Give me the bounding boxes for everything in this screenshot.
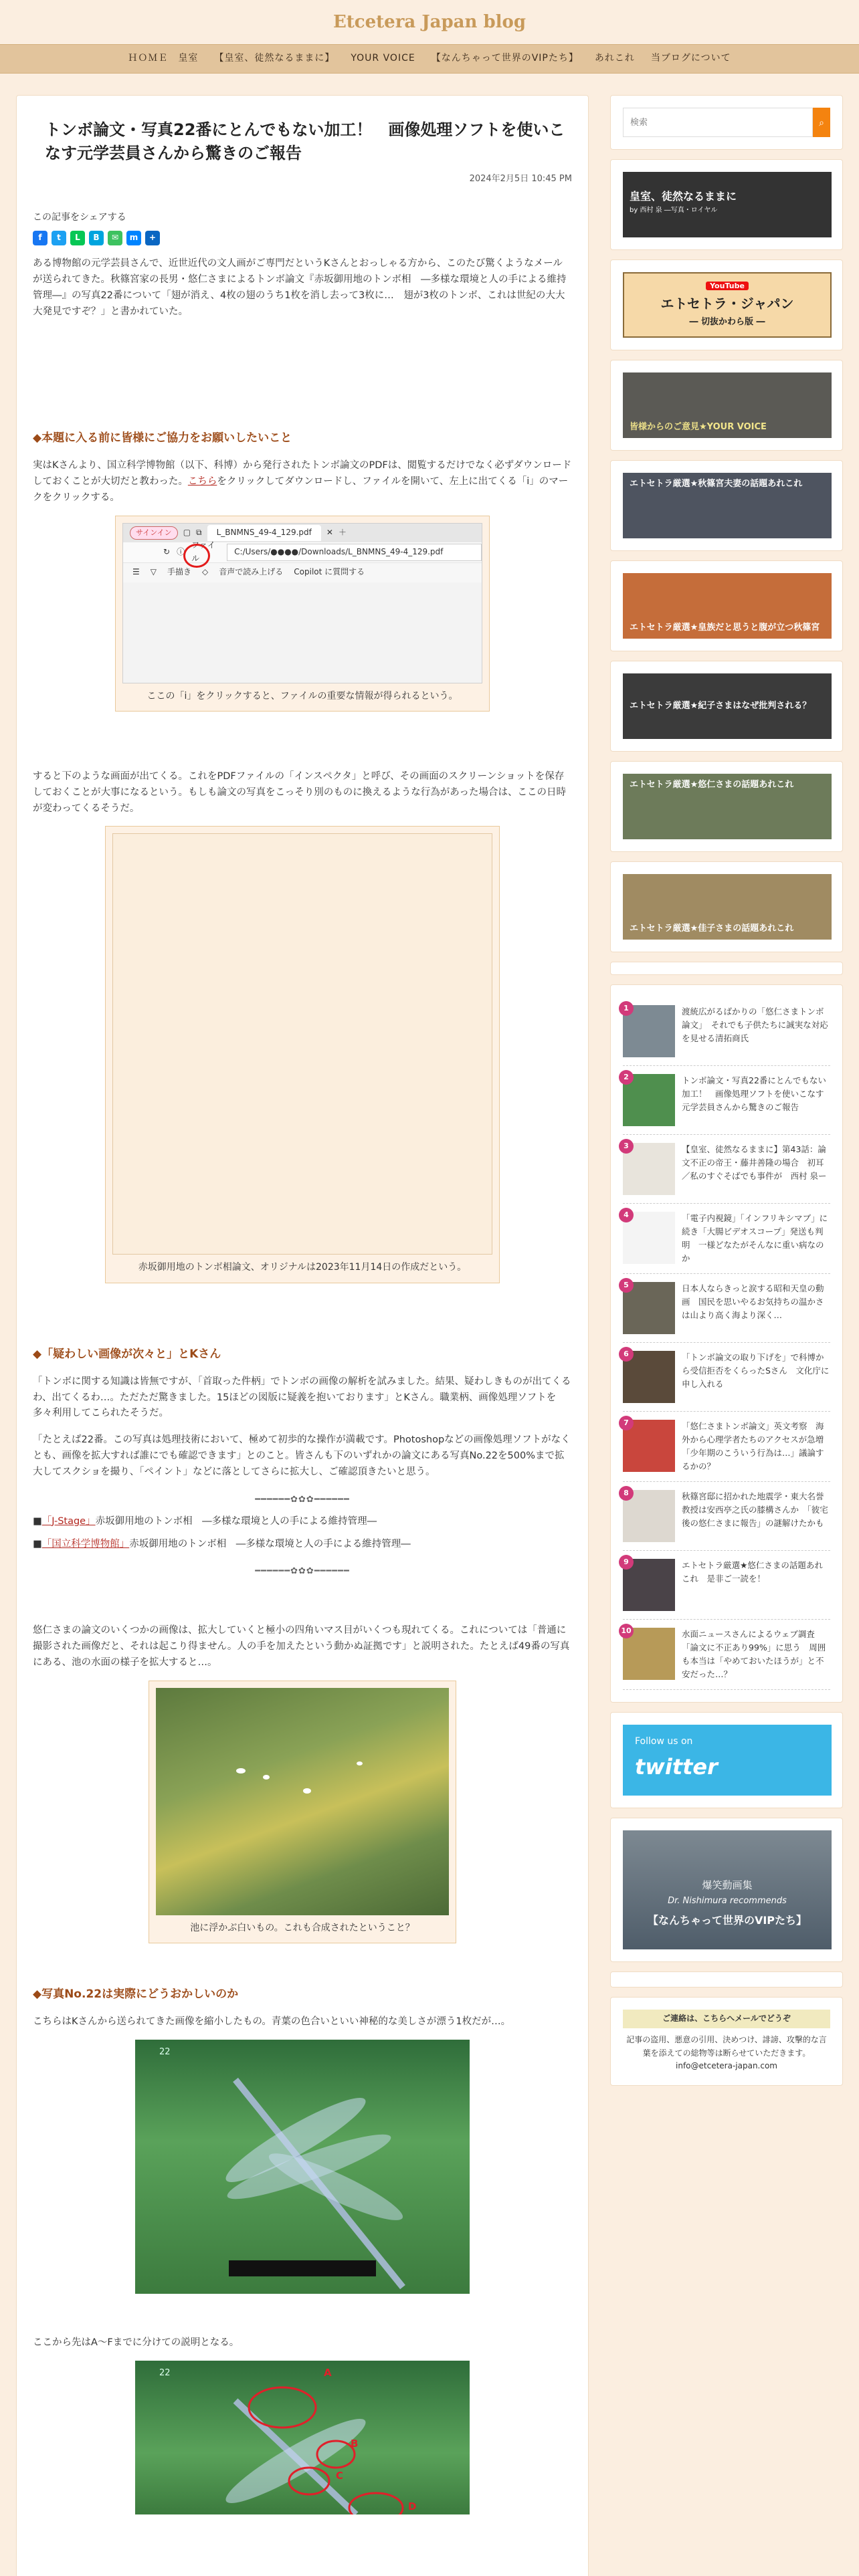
figure-inspector bbox=[105, 826, 500, 1283]
paragraph-7: ここから先はA～Fまでに分けての説明となる。 bbox=[33, 2337, 240, 2348]
pdf-toolbar-screenshot bbox=[122, 523, 482, 683]
figure-2-caption: 赤坂御用地のトンボ相論文、オリジナルは2023年11月14日の作成だという。 bbox=[138, 1262, 467, 1273]
info-i-icon: ⓘ bbox=[177, 546, 185, 556]
mark-b: B bbox=[351, 2437, 359, 2450]
close-icon: ✕ bbox=[326, 527, 333, 537]
read-aloud-tool: 音声で読み上げる bbox=[219, 567, 284, 577]
contact-email[interactable]: info@etcetera-japan.com bbox=[676, 2061, 777, 2071]
ranking-item[interactable]: 4 「電子内視鏡」「インフリキシマブ」に続き「大腸ビデオスコープ」発送も判明 一様どなたがそんなに重い病なのか bbox=[623, 1204, 830, 1274]
paper-link-jstage: ■「J-Stage」赤坂御用地のトンボ相 ―多様な環境と人の手による維持管理― bbox=[33, 1515, 377, 1527]
photo-number-annotated: 22 bbox=[159, 2367, 171, 2378]
eraser-icon: ◇ bbox=[202, 567, 209, 577]
banner-akishino[interactable]: エトセトラ厳選★秋篠宮夫妻の話題あれこれ bbox=[623, 473, 832, 538]
banner-youtube[interactable]: YouTube エトセトラ・ジャパン ― 切抜かわら版 ― bbox=[623, 272, 832, 338]
banner-widget-5 bbox=[610, 560, 843, 651]
ranking-item[interactable]: 2 トンボ論文・写真22番にとんでもない加工！ 画像処理ソフトを使いこなす元学芸員さんから驚きのご報告 bbox=[623, 1066, 830, 1135]
search-button[interactable] bbox=[813, 108, 830, 137]
share-icons bbox=[33, 231, 572, 245]
facebook-icon[interactable]: f bbox=[33, 231, 47, 245]
section-heading-3: ◆写真No.22は実際にどうおかしいのか bbox=[33, 1987, 239, 2001]
signin-pill: サインイン bbox=[130, 526, 178, 540]
twitter-banner[interactable]: Follow us on twitter bbox=[623, 1725, 832, 1796]
inspector-screenshot bbox=[112, 833, 492, 1255]
reload-icon: ↻ bbox=[163, 546, 171, 556]
banner-kako[interactable]: エトセトラ厳選★佳子さまの話題あれこれ bbox=[623, 874, 832, 940]
banner-hisahito[interactable]: エトセトラ厳選★悠仁さまの話題あれこれ bbox=[623, 774, 832, 839]
search-widget bbox=[610, 95, 843, 150]
banner-your-voice[interactable]: 皆様からのご意見★YOUR VOICE bbox=[623, 372, 832, 438]
dragonfly-photo-22 bbox=[135, 2040, 470, 2294]
ranking-item[interactable]: 9 エトセトラ厳選★悠仁さまの話題あれこれ 是非ご一読を！ bbox=[623, 1551, 830, 1620]
mark-a: A bbox=[324, 2366, 332, 2379]
paragraph-3: 「トンボに関する知識は皆無ですが、「首取った件柄」でトンボの画像の解析を試みました。結果、疑わしきものが出てくるわ、出てくるわ…。ただただ驚きました。15ほどの図版に疑義を抱いております」とKさん。職業柄、画像処理ソフトを多々利用してこられたそうだ。 bbox=[33, 1376, 571, 1419]
ad-space bbox=[33, 320, 572, 407]
figure-pond bbox=[149, 1681, 456, 1943]
ranking-item[interactable]: 5 日本人ならきっと涙する昭和天皇の動画 国民を思いやるお気持ちの温かさは山より高く海より深く… bbox=[623, 1274, 830, 1343]
youtube-icon: YouTube bbox=[706, 282, 749, 290]
filter-icon: ▽ bbox=[150, 567, 157, 577]
article bbox=[16, 95, 589, 2576]
banner-widget-6 bbox=[610, 661, 843, 752]
figure-3-caption: 池に浮かぶ白いもの。これも合成されたということ？ bbox=[190, 1922, 415, 1933]
nav-world-vip[interactable]: 【なんちゃって世界のVIPたち】 bbox=[431, 53, 579, 64]
banner-widget-1 bbox=[610, 159, 843, 250]
separator-top: ━━━━━━✿✿✿━━━━━━ bbox=[255, 1495, 350, 1505]
pond-photo bbox=[156, 1688, 449, 1915]
global-nav bbox=[0, 44, 859, 74]
photo-caption-strip bbox=[229, 2260, 376, 2276]
copy-icon: ⧉ bbox=[196, 527, 202, 537]
contact-text: 記事の盗用、悪意の引用、決めつけ、誹謗、攻撃的な言葉を添えての総物等は断らせていただきます。 bbox=[626, 2034, 827, 2058]
highlight-circle bbox=[183, 544, 210, 568]
photo-number: 22 bbox=[159, 2046, 171, 2057]
paragraph-2: すると下のような画面が出てくる。これをPDFファイルの「インスペクタ」と呼び、その画面のスクリーンショットを保存しておくことが大事になるという。もしも論文の写真をこっそり別のものに換えるような行為があった場合は、ここの日時が変わってくるそうだ。 bbox=[33, 770, 567, 814]
paper-link-kahaku: ■「国立科学博物館」赤坂御用地のトンボ相 ―多様な環境と人の手による維持管理― bbox=[33, 1538, 411, 1549]
post-date: 2024年2月5日 10:45 PM bbox=[469, 173, 572, 184]
vip-banner[interactable]: 爆笑動画集 Dr. Nishimura recommends 【なんちゃって世界のVIPたち】 bbox=[623, 1830, 832, 1949]
banner-kiko[interactable]: エトセトラ厳選★紀子さまはなぜ批判される？ bbox=[623, 673, 832, 739]
section-heading-1: ◆本題に入る前に皆様にご協力をお願いしたいこと bbox=[33, 431, 292, 445]
draw-tool: 手描き bbox=[167, 567, 192, 577]
twitter-icon[interactable]: t bbox=[52, 231, 66, 245]
copilot-tool: Copilot に質問する bbox=[294, 567, 365, 577]
pocket-icon[interactable]: ✉ bbox=[108, 231, 122, 245]
ranking-item[interactable]: 3 【皇室、徒然なるままに】第43話：論文不正の帝王・藤井善隆の場合 初耳／私のすぐそばでも事件が 西村 泉ー bbox=[623, 1135, 830, 1204]
hatena-icon[interactable]: B bbox=[89, 231, 104, 245]
nav-about[interactable]: 当ブログについて bbox=[650, 53, 731, 64]
window-icon: ▢ bbox=[183, 527, 191, 537]
contact-title: ご連絡は、こちらへメールでどうぞ bbox=[623, 2010, 830, 2028]
intro-paragraph: ある博物館の元学芸員さんで、近世近代の文人画がご専門だというKさんとおっしゃる方から、このたび驚くようなメールが送られてきた。秋篠宮家の長男・悠仁さまによるトンボ論文『赤坂御用地のトンボ相 ―多様な環境と人の手による維持管理―』の写真22番について「翅が消え、4枚の翅のうち1枚を消し去って3枚に… 翅が3枚のトンボ、これは世紀の大大大発見ですぞ？」と書かれていた。 bbox=[33, 258, 567, 317]
file-label: ファイル bbox=[191, 540, 215, 563]
share-label: この記事をシェアする bbox=[33, 212, 126, 223]
annotated-drawing bbox=[135, 2361, 470, 2514]
banner-widget-4 bbox=[610, 460, 843, 551]
paragraph-4: 「たとえば22番。この写真は処理技術において、極めて初歩的な操作が満載です。Photoshopなどの画像処理ソフトがなくとも、画像を拡大すれば誰にでも確認できます」とのこと。皆さんも下のいずれかの論文にある写真No.22を500%まで拡大してスクショを撮り、「ペイント」などに落としてさらに拡大し、ご確認頂きたいと思う。 bbox=[33, 1434, 571, 1478]
twitter-widget bbox=[610, 1712, 843, 1808]
nav-misc[interactable]: あれこれ bbox=[594, 53, 635, 64]
banner-widget-3 bbox=[610, 360, 843, 451]
ranking-widget bbox=[610, 984, 843, 1703]
list-icon: ☰ bbox=[132, 567, 140, 577]
twitter-icon: twitter bbox=[635, 1754, 718, 1780]
vip-widget bbox=[610, 1818, 843, 1962]
banner-widget-8 bbox=[610, 861, 843, 952]
search-input[interactable] bbox=[623, 108, 813, 137]
banner-anger[interactable]: エトセトラ厳選★皇族だと思うと腹が立つ秋篠宮 bbox=[623, 573, 832, 639]
empty-widget bbox=[610, 962, 843, 975]
banner-widget-7 bbox=[610, 761, 843, 852]
kahaku-link[interactable]: 「国立科学博物館」 bbox=[41, 1538, 130, 1549]
paragraph-5: 悠仁さまの論文のいくつかの画像は、拡大していくと極小の四角いマス目がいくつも現れてくる。これについては「普通に撮影された画像だと、それは起こり得ません。人の手を加えたという動かぬ証拠です」と説明された。たとえば49番の写真にある、池の水面の様子を拡大すると…。 bbox=[33, 1624, 570, 1668]
site-header bbox=[0, 0, 859, 44]
banner-tsurezure[interactable]: 皇室、徒然なるままに by 西村 泉 ―写真・ロイヤル bbox=[623, 172, 832, 237]
ranking-item[interactable]: 10 水面ニュースさんによるウェブ調査「論文に不正あり99%」に思う 周囲も本当は「やめておいたほうが」と不安だった…？ bbox=[623, 1620, 830, 1690]
mark-d: D bbox=[408, 2500, 417, 2512]
nav-koshitsu-tsurezure[interactable]: 【皇室、徒然なるままに】 bbox=[214, 53, 335, 64]
post-title: トンボ論文・写真22番にとんでもない加工！ 画像処理ソフトを使いこなす元学芸員さんから驚きのご報告 bbox=[45, 120, 565, 163]
address-bar: C:/Users/●●●●/Downloads/L_BNMNS_49-4_129.pdf bbox=[227, 544, 482, 561]
ranking-item[interactable]: 1 渡統広がるばかりの「悠仁さまトンボ論文」 それでも子供たちに誠実な対応を見せる清拓商氏 bbox=[623, 997, 830, 1066]
site-title[interactable]: Etcetera Japan blog bbox=[332, 11, 527, 32]
dragonfly-drawing bbox=[135, 2040, 470, 2294]
mark-c: C bbox=[336, 2469, 344, 2482]
contact-widget bbox=[610, 1997, 843, 2086]
ranking-item[interactable]: 7 「悠仁さまトンボ論文」英文考察 海外から心理学者たちのアクセスが急増 「少年期のこういう行為は…」議論するかの？ bbox=[623, 1412, 830, 1482]
download-link[interactable]: こちら bbox=[187, 475, 217, 487]
new-tab-icon: ＋ bbox=[338, 527, 347, 537]
ranking-item[interactable]: 8 秋篠宮邸に招かれた地震学・東大名誉教授は安西亭之氏の膝構さんか 「彼宅後の悠仁さまに報告」の謎解けたかも bbox=[623, 1482, 830, 1551]
separator-bottom: ━━━━━━✿✿✿━━━━━━ bbox=[255, 1566, 350, 1577]
dragonfly-photo-22-annotated bbox=[135, 2361, 470, 2514]
pdf-tab: L_BNMNS_49-4_129.pdf bbox=[207, 525, 321, 541]
paragraph-1: 実はKさんより、国立科学博物館（以下、科博）から発行されたトンボ論文のPDFは、閲覧するだけでなく必ずダウンロードしておくことが大切だと教わった。こちらをクリックしてダウンロードし、ファイルを開いて、左上に出てくる「i」のマークをクリックする。 bbox=[33, 459, 572, 503]
line-icon[interactable]: L bbox=[70, 231, 85, 245]
spacer-widget bbox=[610, 1971, 843, 1988]
paragraph-6: こちらはKさんから送られてきた画像を縮小したもの。青葉の色合いといい神秘的な美しさが漂う1枚だが…。 bbox=[33, 2016, 511, 2027]
messenger-icon[interactable]: m bbox=[126, 231, 141, 245]
nav-home[interactable]: ＨＯＭＥ 皇室 bbox=[128, 53, 199, 64]
ranking-item[interactable]: 6 「トンボ論文の取り下げを」で科博から受信拒否をくらったSさん 文化庁に申し入れる bbox=[623, 1343, 830, 1412]
sidebar bbox=[610, 95, 843, 2095]
search-icon: ⌕ bbox=[819, 116, 824, 128]
section-heading-2: ◆「疑わしい画像が次々と」とKさん bbox=[33, 1347, 221, 1361]
figure-pdf-toolbar bbox=[115, 516, 490, 712]
banner-widget-2 bbox=[610, 259, 843, 350]
jstage-link[interactable]: 「J-Stage」 bbox=[41, 1515, 96, 1527]
share-plus-icon[interactable]: + bbox=[145, 231, 160, 245]
figure-1-caption: ここの「i」をクリックすると、ファイルの重要な情報が得られるという。 bbox=[147, 690, 458, 702]
nav-your-voice[interactable]: YOUR VOICE bbox=[351, 53, 415, 64]
